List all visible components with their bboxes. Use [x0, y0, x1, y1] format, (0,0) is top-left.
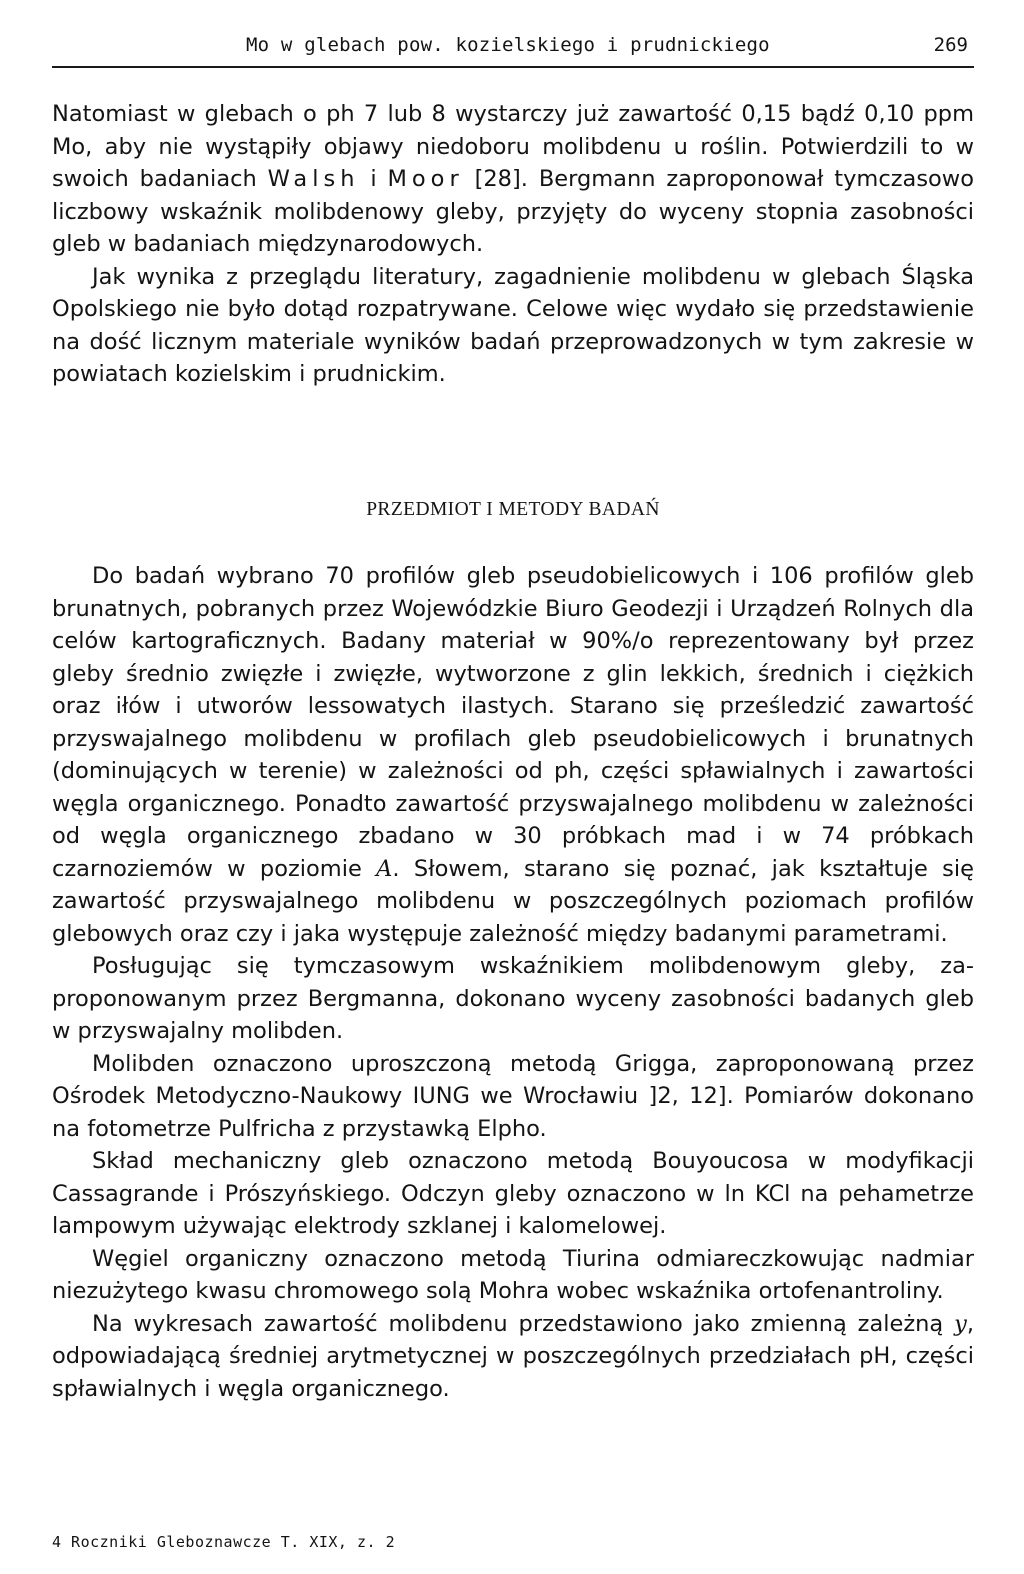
paragraph-text: Na wykresach zawartość molibdenu przedstawiono jako zmienną zależną [92, 1310, 955, 1337]
paragraph: Jak wynika z przeglądu literatury, zagadnienie molibdenu w glebach Śląska Opolskiego nie było dotąd rozpatrywane. Celowe więc wydało się przedstawienie na dość licznym materiale wyników badań przeprowadzonych w tym zakresie w powiatach kozielskim i prudnickim. [52, 263, 974, 387]
paragraph-text: Natomiast w glebach o ph 7 lub 8 wystarczy już zawartość 0,15 bądź 0,10 ppm Mo, aby nie wystąpiły objawy niedoboru molibdenu u roślin. Potwierdzili to w swoich badaniach [52, 101, 974, 192]
intro-text [52, 98, 974, 391]
paragraph-text: Do badań wybrano 70 profilów gleb pseudobielicowych i 106 profilów gleb brunatnych, pobranych przez Wojewódzkie Biuro Geodezji i Urządzeń Rolnych dla celów kartograficznych. Badany materiał w 90%/o reprezentowany był przez gleby średnio zwięzłe i zwięzłe, wytworzone z glin lekkich, średnich i ciężkich oraz iłów i utworów lessowatych ilastych. Starano się prześledzić zawartość przyswajalnego molibdenu w profilach gleb pseudobielicowych i brunatnych (dominujących w terenie) w zależności od ph, części spławialnych i zawartości węgla organicznego. Ponadto zawartość przyswajalnego molibdenu w zależności od węgla organicznego zbadano w 30 próbkach mad i w 74 próbkach czarnoziemów w poziomie [52, 563, 974, 882]
paragraph [52, 98, 974, 261]
paragraph: Molibden oznaczono uproszczoną metodą Grigga, zaproponowaną przez Ośrodek Metodyczno-Naukowy IUNG we Wrocławiu ]2, 12]. Pomiarów dokonano na fotometrze Pulfricha z przystawką Elpho. [52, 1050, 974, 1142]
page-footer: 4 Roczniki Gleboznawcze T. XIX, z. 2 [52, 1533, 396, 1551]
paragraph-text: [28]. Bergmann zaproponował tymczasowo liczbowy wskaźnik molibdenowy gleby, przyjęty do wyceny stopnia zasobności gleb w badaniach międzynarodowych. [52, 166, 974, 257]
paragraph: Posługując się tymczasowym wskaźnikiem molibdenowym gleby, zaproponowanym przez Bergmanna, dokonano wyceny zasobności badanych gleb w przyswajalny molibden. [52, 953, 974, 1044]
paragraph [52, 1308, 974, 1406]
paragraph-text: i [359, 166, 388, 192]
author-name: Walsh [267, 166, 360, 192]
page-header [52, 30, 974, 68]
running-title: Mo w glebach pow. kozielskiego i prudnickiego [246, 34, 770, 56]
section-text [52, 560, 974, 1405]
paragraph-text: , odpowiadającą średniej arytmetycznej w poszczególnych przedziałach pH, części spławialnych i węgla organicznego. [52, 1310, 974, 1402]
author-name: Moor [387, 166, 464, 192]
section-heading: PRZEDMIOT I METODY BADAŃ [366, 499, 660, 520]
italic-text: y [954, 1310, 967, 1337]
paragraph [52, 560, 974, 950]
paragraph: Skład mechaniczny gleb oznaczono metodą Bouyoucosa w modyfikacji Cassagrande i Prószyńskiego. Odczyn gleby oznaczono w ln KCl na pehametrze lampowym używając elektrody szklanej i kalomelowej. [52, 1148, 974, 1239]
paragraph: Węgiel organiczny oznaczono metodą Tiurina odmiareczkowując nadmiar niezużytego kwasu chromowego solą Mohra wobec wskaźnika ortofenantroliny. [52, 1245, 974, 1304]
paragraph-text: . Słowem, starano się poznać, jak kształtuje się zawartość przyswajalnego molibdenu w poszczególnych poziomach profilów glebowych oraz czy i jaka występuje zależność między badanymi parametrami. [52, 855, 975, 947]
page-number: 269 [933, 34, 968, 56]
italic-text: A [376, 855, 393, 882]
